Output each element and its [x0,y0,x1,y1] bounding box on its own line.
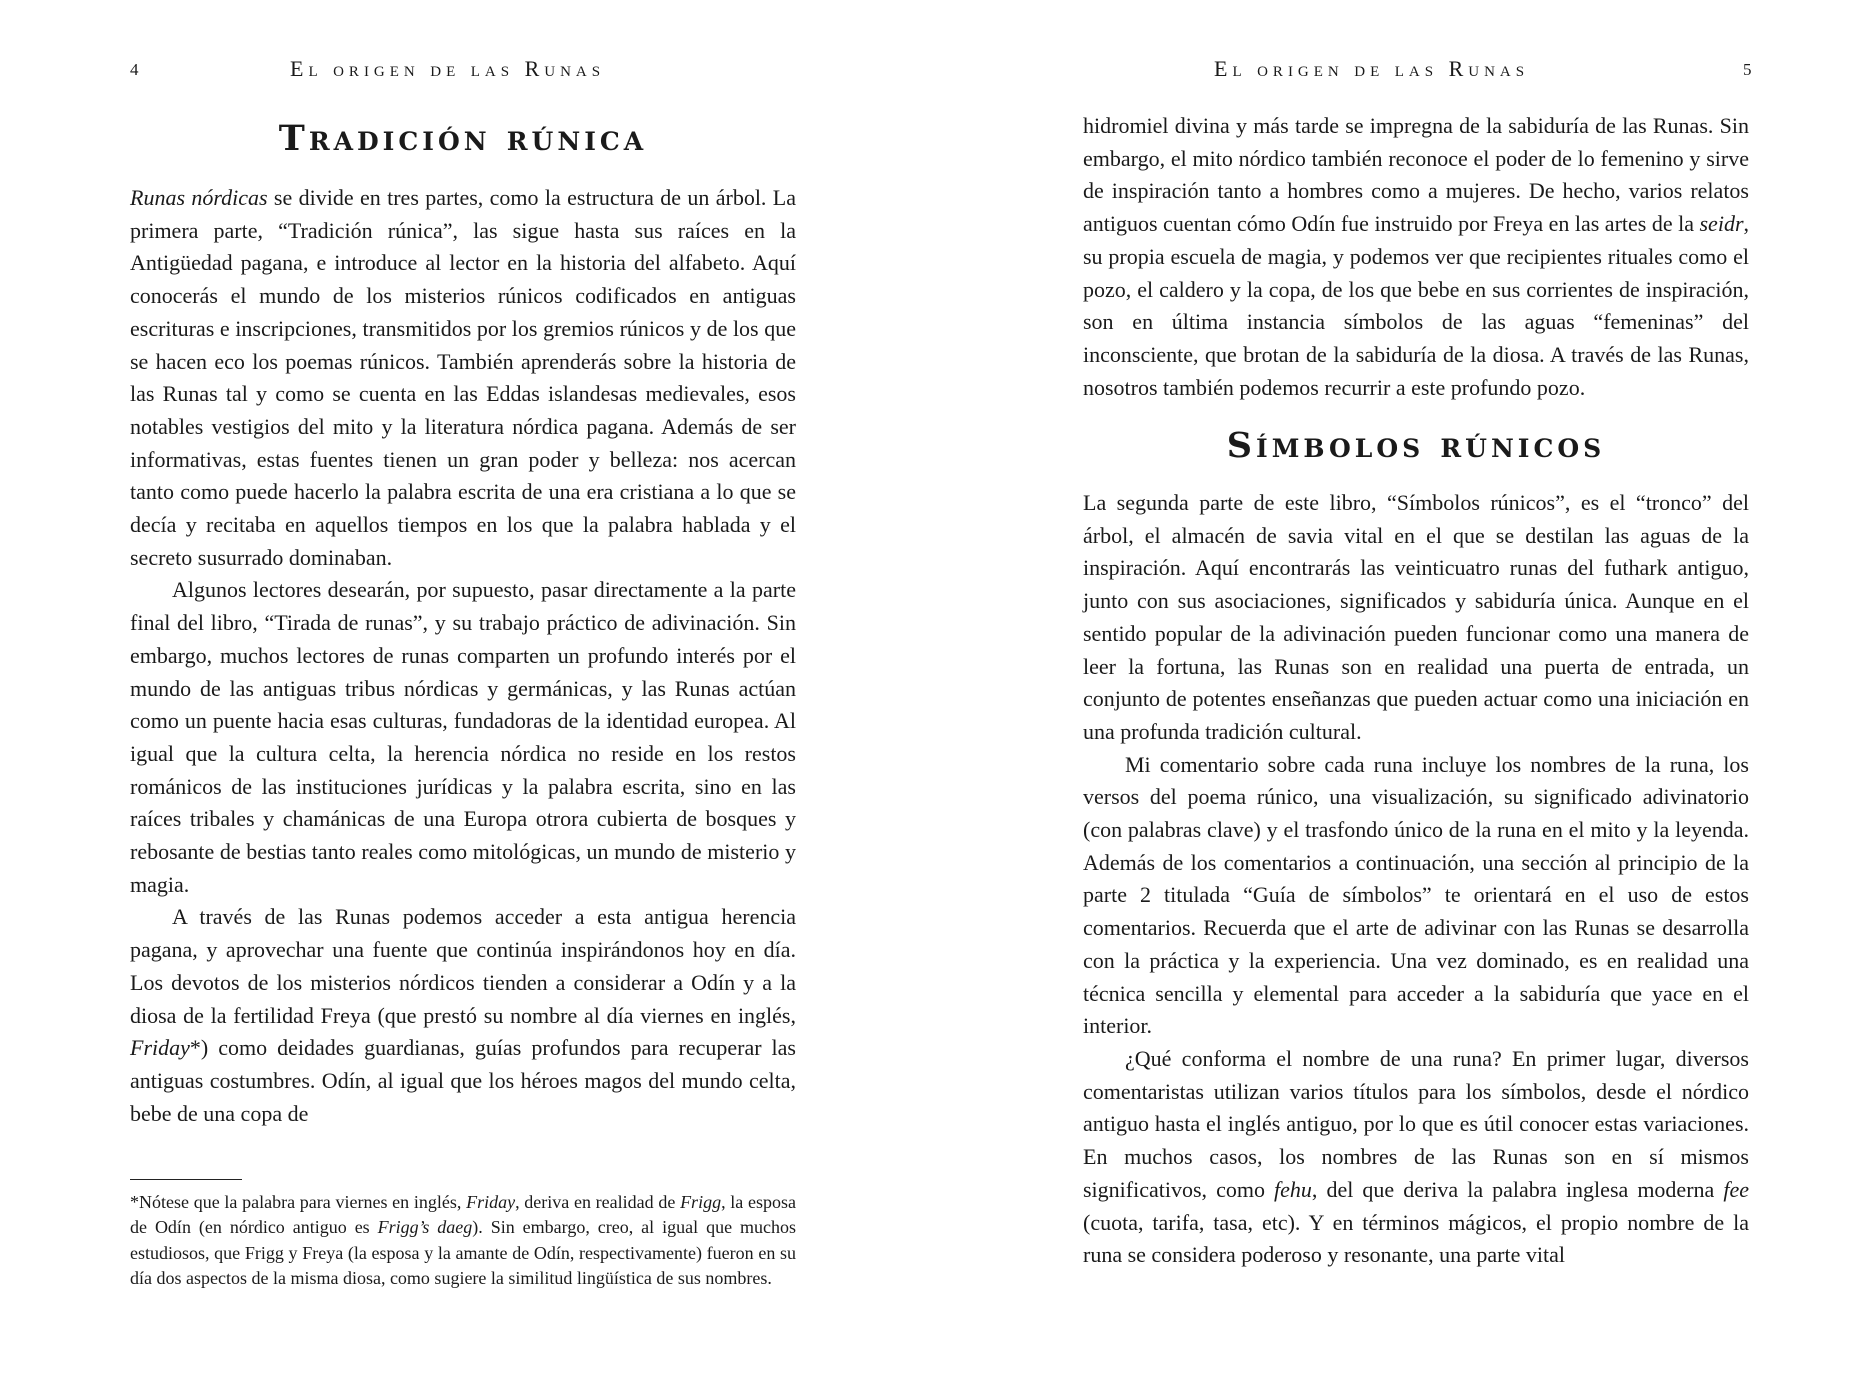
page-number: 5 [1743,60,1752,79]
section-title: Tradición rúnica [278,118,648,159]
body-text [1083,110,1749,1272]
italic-term: Friday [130,1035,190,1061]
paragraph-text: , su propia escuela de magia, y podemos ver que recipientes rituales como el pozo, el caldero y la copa, de los que bebe en sus corrientes de inspiración, son en última instancia símbolos de las aguas “femeninas” del inconsciente, que brotan de la sabiduría de la diosa. A través de las Runas, nosotros también podemos recurrir a este profundo pozo. [1083,211,1749,400]
running-head: El origen de las Runas [290,56,606,81]
footnote-divider [130,1179,242,1180]
footnote-text: , la esposa de Odín (en nórdico antiguo es [130,1192,796,1238]
italic-term: Friday [466,1192,516,1212]
paragraph-text: A través de las Runas podemos acceder a esta antigua herencia pagana, y aprovechar una fuente que continúa inspirándonos hoy en día. Los devotos de los misterios nórdicos tienden a considerar a Odín y a la diosa de la fertilidad Freya (que prestó su nombre al día viernes en inglés, [130,904,796,1028]
footnote-text: *Nótese que la palabra para viernes en inglés, [130,1192,467,1212]
paragraph-text: se divide en tres partes, como la estructura de un árbol. La primera parte, “Tradición rúnica”, las sigue hasta sus raíces en la Antigüedad pagana, e introduce al lector en la historia del alfabeto. Aquí conocerás el mundo de los misterios rúnicos codificados en antiguas escrituras e inscripciones, transmitidos por los gremios rúnicos y de los que se hacen eco los poemas rúnicos. También aprenderás sobre la historia de las Runas tal y como se cuenta en las Eddas islandesas medievales, esos notables vestigios del mito y la literatura nórdica pagana. Además de ser informativas, estas fuentes tienen un gran poder y belleza: nos acercan tanto como puede hacerlo la palabra escrita de una era cristiana a lo que se decía y recitaba en aquellos tiempos en los que la palabra hablada y el secreto susurrado dominaban. [130,185,797,570]
paragraph-text: ¿Qué conforma el nombre de una runa? En primer lugar, diversos comentaristas utilizan varios títulos para los símbolos, desde el nórdico antiguo hasta el inglés antiguo, por lo que es útil conocer estas variaciones. En muchos casos, los nombres de las Runas son en sí mismos significativos, como [1083,1045,1749,1202]
footnote-text: , deriva en realidad de [515,1192,681,1212]
footnote-text: ). Sin embargo, creo, al igual que muchos estudiosos, que Frigg y Freya (la esposa y la amante de Odín, respectivamente) fueron en su día dos aspectos de la misma diosa, como sugiere la similitud lingüística de sus nombres. [130,1217,796,1288]
italic-term: Frigg’s daeg [377,1217,473,1238]
paragraph [130,182,796,574]
italic-term: fehu [1274,1176,1312,1202]
right-page [933,0,1866,1400]
paragraph-text: hidromiel divina y más tarde se impregna de la sabiduría de las Runas. Sin embargo, el mito nórdico también reconoce el poder de lo femenino y sirve de inspiración tanto a hombres como a mujeres. De hecho, varios relatos antiguos cuentan cómo Odín fue instruido por Freya en las artes de la [1083,113,1749,237]
paragraph: Algunos lectores desearán, por supuesto, pasar directamente a la parte final del libro, “Tirada de runas”, y su trabajo práctico de adivinación. Sin embargo, muchos lectores de runas comparten un profundo interés por el mundo de las antiguas tribus nórdicas y germánicas, y las Runas actúan como un puente hacia esas culturas, fundadoras de la identidad europea. Al igual que la cultura celta, la herencia nórdica no reside en los restos románicos de las instituciones jurídicas y la palabra escrita, sino en las raíces tribales y chamánicas de una Europa otrora cubierta de bosques y rebosante de bestias tanto reales como mitológicas, un mundo de misterio y magia. [130,577,796,897]
body-text [130,182,796,1130]
paragraph-text: *) como deidades guardianas, guías profundos para recuperar las antiguas costumbres. Odín, al igual que los héroes magos del mundo celta, bebe de una copa de [130,1035,796,1126]
paragraph: La segunda parte de este libro, “Símbolos rúnicos”, es el “tronco” del árbol, el almacén de savia vital en el que se destilan las aguas de la inspiración. Aquí encontrarás las veinticuatro runas del futhark antiguo, junto con sus asociaciones, significados y sabiduría única. Aunque en el sentido popular de la adivinación pueden funcionar como una manera de leer la fortuna, las Runas son en realidad una puerta de entrada, un conjunto de potentes enseñanzas que pueden actuar como una iniciación en una profunda tradición cultural. [1083,490,1749,744]
italic-term: seidr [1699,211,1744,237]
italic-term: Frigg [680,1192,722,1212]
book-title: Runas nórdicas [130,185,268,210]
paragraph [130,901,796,1130]
paragraph [1083,1043,1749,1272]
page-number: 4 [130,60,139,79]
paragraph-text: , del que deriva la palabra inglesa moderna [1311,1176,1724,1202]
paragraph: Mi comentario sobre cada runa incluye los nombres de la runa, los versos del poema rúnico, una visualización, su significado adivinatorio (con palabras clave) y el trasfondo único de la runa en el mito y la leyenda. Además de los comentarios a continuación, una sección al principio de la parte 2 titulada “Guía de símbolos” te orientará en el uso de estos comentarios. Recuerda que el arte de adivinar con las Runas se desarrolla con la práctica y la experiencia. Una vez dominado, es en realidad una técnica sencilla y elemental para acceder a la sabiduría que yace en el interior. [1083,751,1749,1039]
paragraph [1083,110,1749,404]
section-title: Símbolos rúnicos [1226,425,1606,467]
footnote [130,1190,796,1291]
paragraph-text: (cuota, tarifa, tasa, etc). Y en términos mágicos, el propio nombre de la runa se considera poderoso y resonante, una parte vital [1083,1209,1749,1268]
running-head: El origen de las Runas [1214,56,1530,81]
italic-term: fee [1723,1176,1749,1202]
